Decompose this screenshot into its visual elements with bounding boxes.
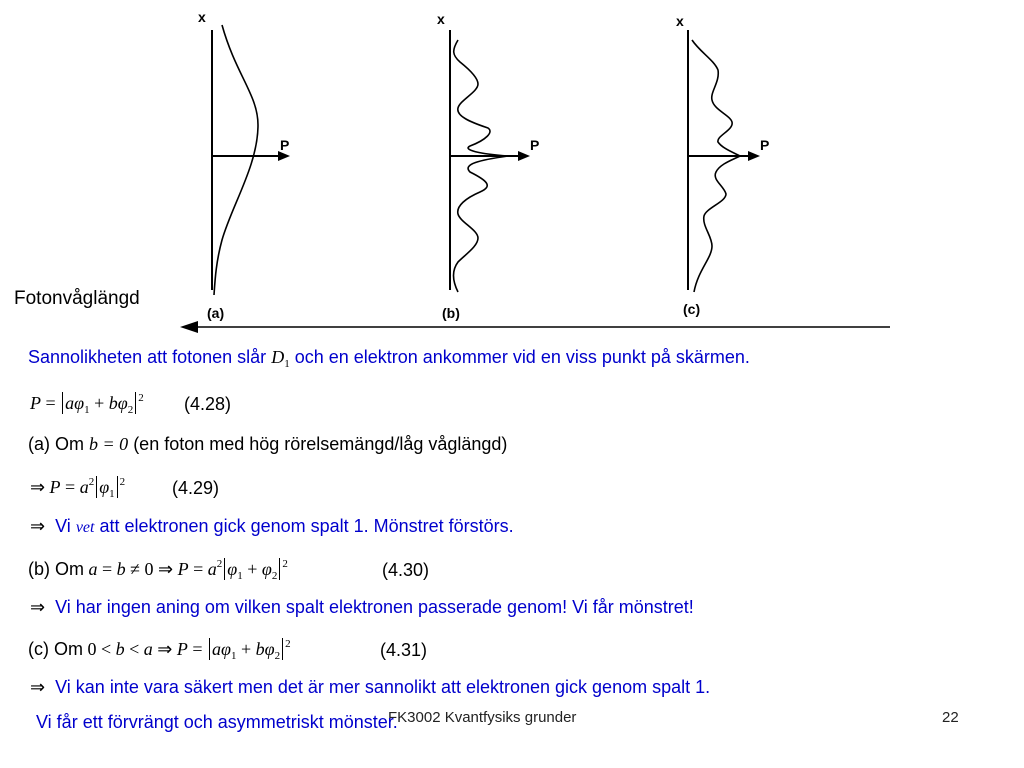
conclusion-a-text: att elektronen gick genom spalt 1. Mönstret förstörs.	[99, 516, 514, 536]
equation-ref-4-30: (4.30)	[382, 560, 430, 580]
panel-a-x-label: x	[198, 9, 206, 25]
case-c-conclusion: ⇒ Vi kan inte vara säkert men det är mer sannolikt att elektronen gick genom spalt 1.	[30, 677, 711, 697]
statement-text-a: Sannolikheten att fotonen slår	[28, 347, 267, 367]
panel-a-curve	[214, 25, 258, 295]
statement-line	[28, 347, 750, 370]
panel-b-caption: (b)	[442, 305, 460, 321]
case-c-final-text: Vi får ett förvrängt och asymmetriskt mönster.	[36, 712, 398, 732]
case-a-line	[28, 434, 507, 455]
panel-b	[437, 11, 539, 321]
interference-figure	[0, 0, 1024, 340]
conclusion-c-text: Vi kan inte vara säkert men det är mer sannolikt att elektronen gick genom spalt 1.	[55, 677, 711, 697]
footer-course: FK3002 Kvantfysiks grunder	[388, 709, 577, 726]
panel-c-p-label: P	[760, 137, 770, 153]
conclusion-a-prefix: Vi	[55, 516, 71, 536]
panel-c-x-label: x	[676, 13, 684, 29]
detector-symbol: $D_1$	[271, 347, 290, 370]
panel-b-p-arrowhead	[518, 151, 530, 161]
conclusion-a-emphasis: vet	[75, 519, 95, 536]
panel-a-p-label: P	[280, 137, 290, 153]
conclusion-b-text: Vi har ingen aning om vilken spalt elektronen passerade genom! Vi får mönstret!	[55, 597, 694, 617]
equation-ref-4-31: (4.31)	[380, 640, 428, 660]
case-b-line: (b) Om a = b ≠ 0 ⇒ $P = a^2$ $\varphi_1 + \varphi_2^2$	[28, 558, 288, 582]
panel-c	[676, 13, 769, 317]
panel-b-curve	[454, 40, 509, 292]
equation-4-28: $P = a\varphi_1 + b\varphi_2^2$	[30, 392, 144, 416]
page-number: 22	[942, 709, 959, 726]
case-a-condition: b = 0	[89, 434, 129, 454]
panel-a	[198, 9, 290, 321]
equation-ref-4-28: (4.28)	[184, 394, 232, 414]
equation-ref-4-29: (4.29)	[172, 478, 220, 498]
wavelength-label: Fotonvåglängd	[14, 288, 140, 309]
equation-4-29: ⇒ $P = a^2$ $\varphi_1^2$	[30, 476, 126, 500]
statement-text-b: och en elektron ankommer vid en viss punkt på skärmen.	[294, 347, 750, 367]
panel-b-x-label: x	[437, 11, 445, 27]
case-c-line: (c) Om 0 < b < a ⇒ $P = a\varphi_1 + b\varphi_2^2$	[28, 638, 291, 662]
panel-a-caption: (a)	[207, 305, 225, 321]
wavelength-arrowhead	[180, 321, 198, 333]
panel-b-p-label: P	[530, 137, 540, 153]
panel-c-p-arrowhead	[748, 151, 760, 161]
case-b-conclusion: ⇒ Vi har ingen aning om vilken spalt elektronen passerade genom! Vi får mönstret!	[30, 597, 694, 617]
panel-c-caption: (c)	[683, 301, 701, 317]
case-b-prefix: (b) Om	[28, 559, 84, 579]
case-a-prefix: (a) Om	[28, 434, 84, 454]
case-a-conclusion: ⇒ Vi vet att elektronen gick genom spalt 1. Mönstret förstörs.	[30, 516, 514, 536]
panel-c-curve	[692, 40, 740, 292]
case-a-description: (en foton med hög rörelsemängd/låg våglängd)	[133, 434, 508, 454]
case-c-prefix: (c) Om	[28, 639, 83, 659]
